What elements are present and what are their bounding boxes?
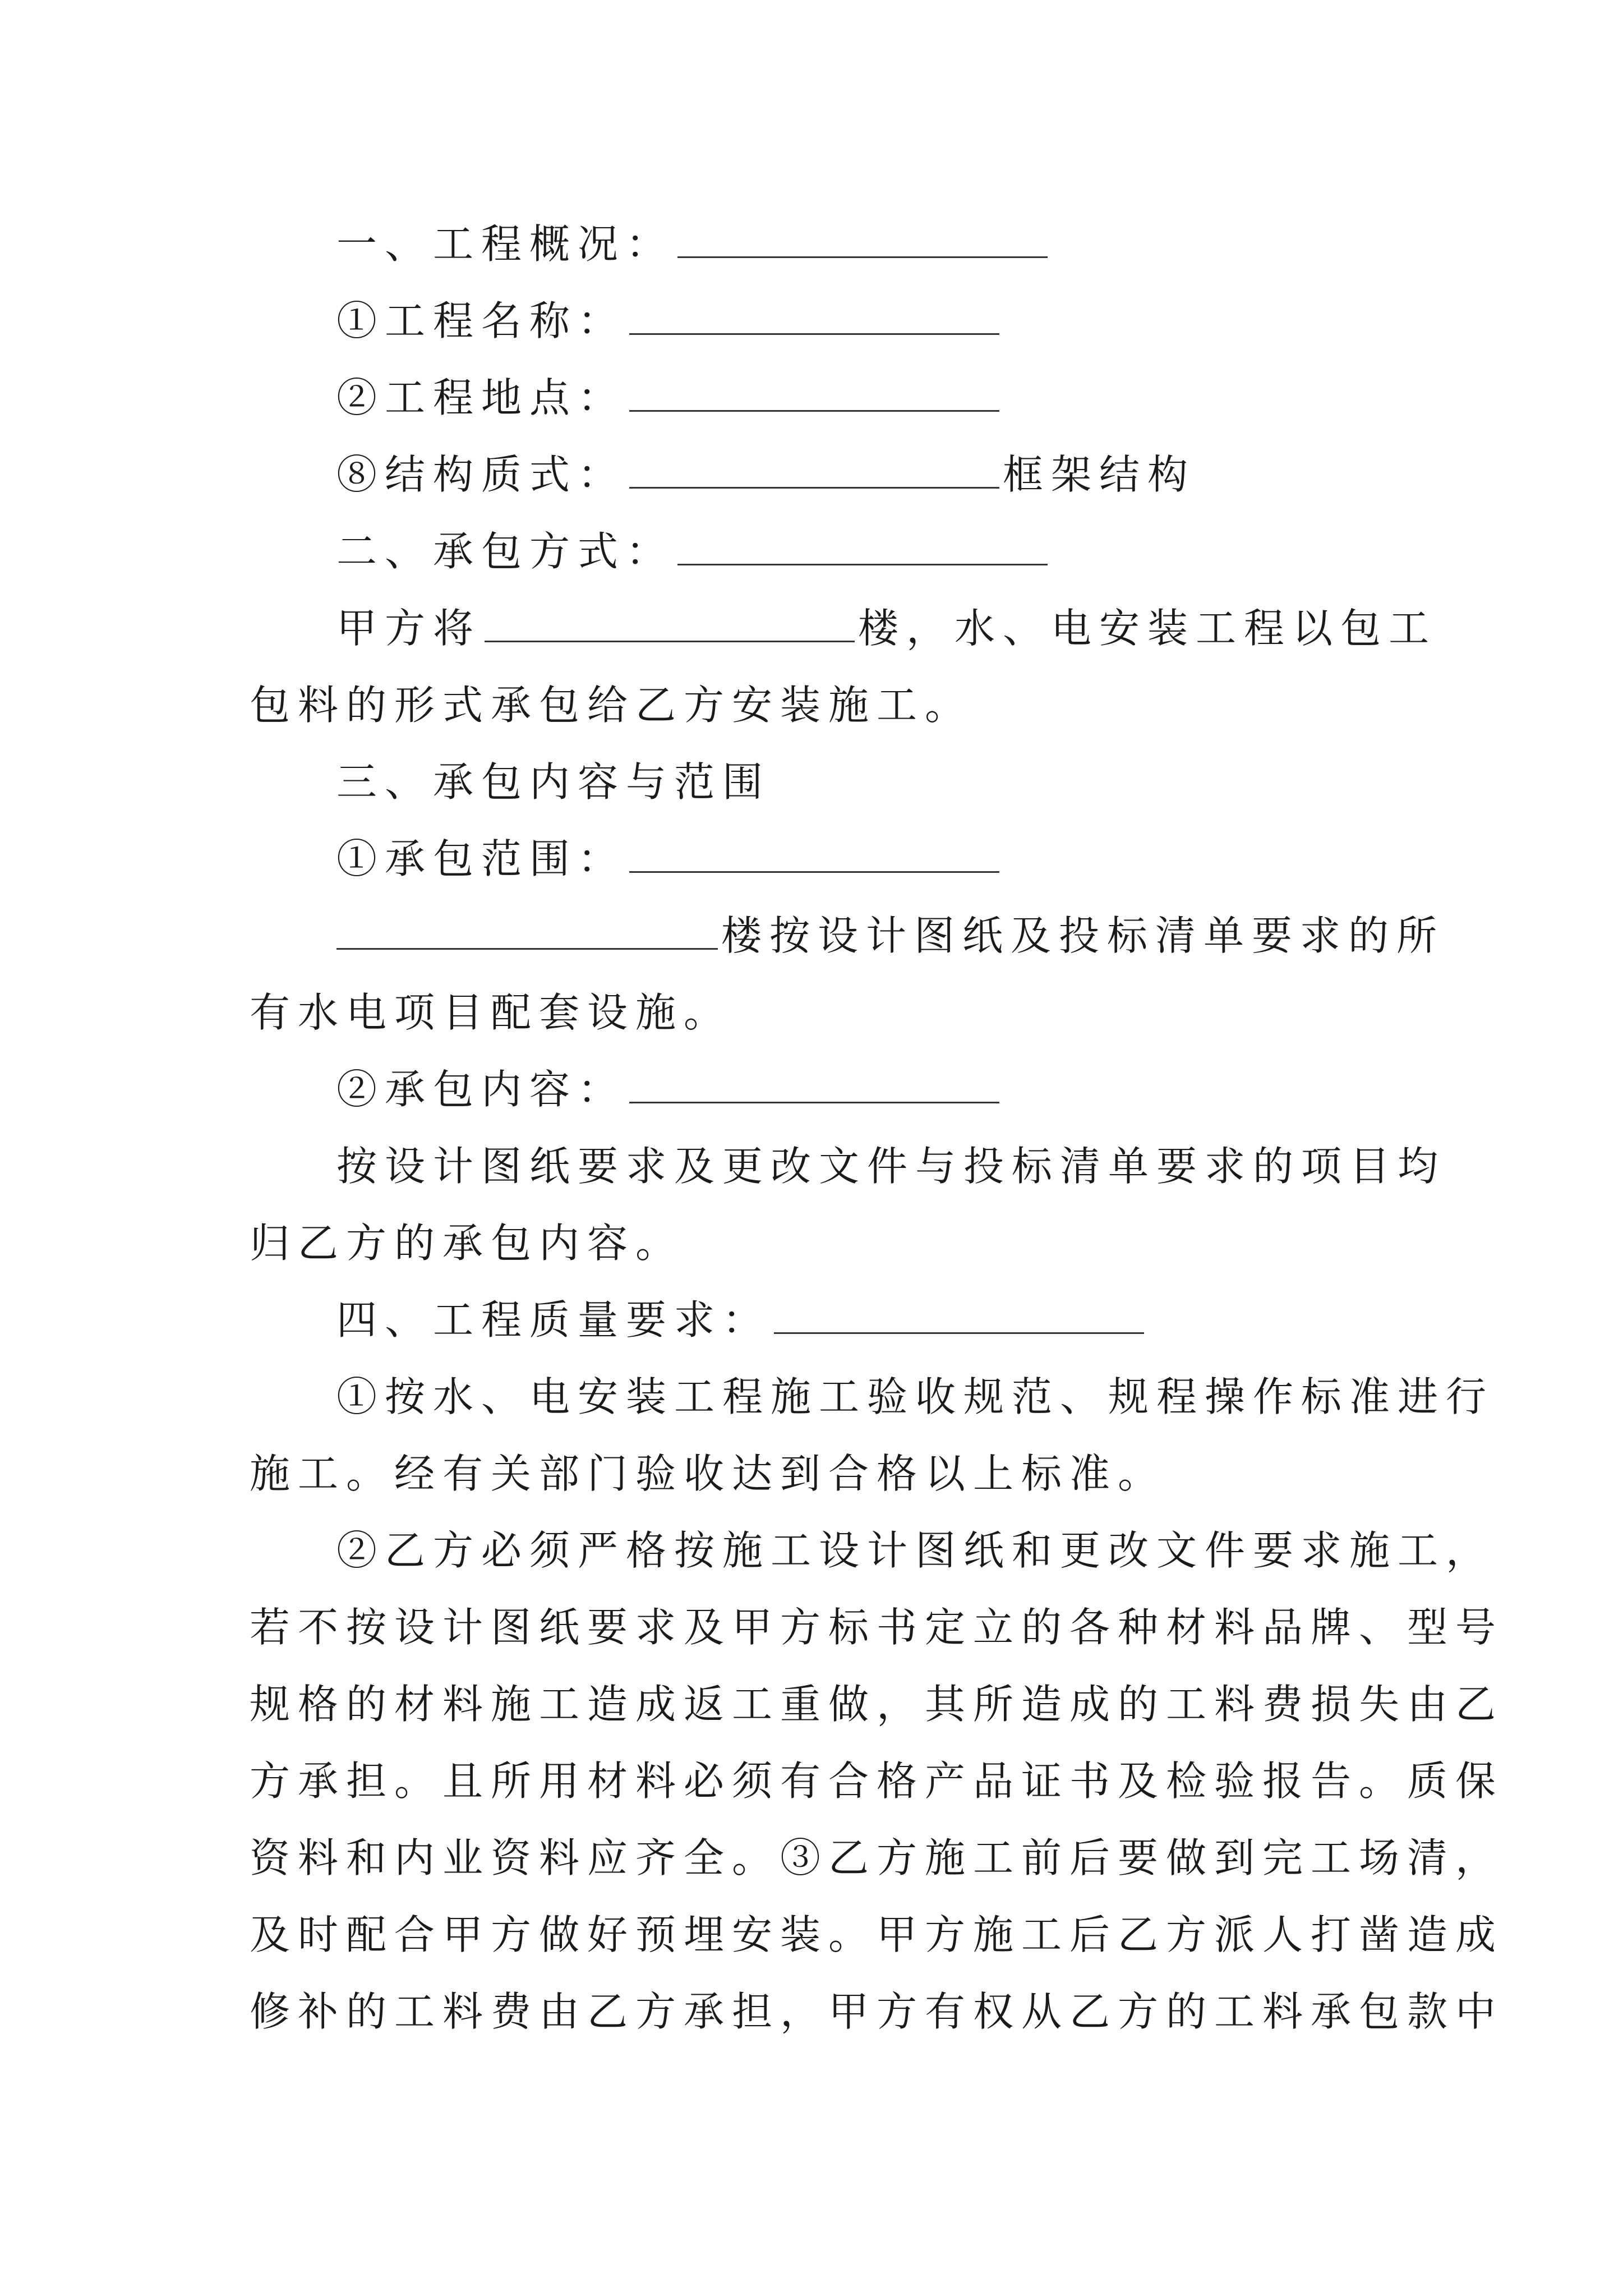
- contract-content-paragraph-line-1: [336, 1127, 1446, 1205]
- project-location-blank: [629, 376, 999, 412]
- contract-content-line: [336, 1050, 1003, 1129]
- contract-scope-paragraph-line-1: [336, 896, 1445, 975]
- contract-method-blank: [677, 530, 1048, 565]
- quality-item-3-line-1: [250, 1895, 1504, 1974]
- contract-content-paragraph-line-2: [250, 1204, 684, 1282]
- quality-item-2-line-3: [250, 1665, 1504, 1743]
- quality-item-1-text-cont: 施工。经有关部门验收达到合格以上标准。: [250, 1450, 1166, 1497]
- project-name-blank: [629, 300, 999, 335]
- section-2-title: 二、承包方式：: [336, 528, 675, 575]
- quality-item-3-line-2: [250, 1972, 1504, 2051]
- section-4-heading: [336, 1281, 1147, 1359]
- scope-building-blank: [336, 914, 718, 950]
- party-a-text: 甲方将: [336, 605, 482, 652]
- contract-content-blank: [629, 1068, 999, 1103]
- quality-item-1-text: ①按水、电安装工程施工验收规范、规程操作标准进行: [336, 1373, 1495, 1420]
- contract-content-text-cont: 归乙方的承包内容。: [250, 1220, 684, 1267]
- contract-method-paragraph-line-1: [336, 589, 1437, 668]
- quality-item-2-line-1: [336, 1511, 1494, 1590]
- section-2-heading: [336, 512, 1051, 591]
- quality-item-2-text-5: 资料和内业资料应齐全。③乙方施工前后要做到完工场清，: [250, 1834, 1504, 1881]
- contract-method-text: 楼，水、电安装工程以包工: [858, 605, 1437, 652]
- structure-type-line: [336, 435, 1196, 514]
- quality-item-2-text-2: 若不按设计图纸要求及甲方标书定立的各种材料品牌、型号: [250, 1604, 1504, 1651]
- contract-scope-text-cont: 有水电项目配套设施。: [250, 989, 732, 1036]
- structure-type-blank: [629, 453, 999, 489]
- project-location-label: ②工程地点：: [336, 374, 626, 421]
- project-name-label: ①工程名称：: [336, 297, 626, 344]
- quality-item-3-text-cont: 修补的工料费由乙方承担，甲方有权从乙方的工料承包款中: [250, 1988, 1504, 2035]
- quality-item-2-line-5: [250, 1819, 1504, 1897]
- quality-requirement-blank: [774, 1299, 1144, 1334]
- quality-item-1-line-2: [250, 1434, 1166, 1513]
- structure-type-value: 框架结构: [1003, 451, 1196, 498]
- contract-scope-blank: [629, 838, 999, 873]
- project-location-line: [336, 358, 1003, 437]
- section-1-title: 一、工程概况：: [336, 220, 675, 268]
- section-1-heading: [336, 205, 1051, 283]
- project-overview-blank: [677, 223, 1048, 258]
- quality-item-1-line-1: [336, 1358, 1494, 1436]
- quality-item-3-text: 及时配合甲方做好预埋安装。甲方施工后乙方派人打凿造成: [250, 1911, 1504, 1958]
- contract-scope-line: [336, 820, 1003, 898]
- contract-method-text-cont: 包料的形式承包给乙方安装施工。: [250, 682, 974, 729]
- contract-scope-paragraph-line-2: [250, 973, 732, 1052]
- quality-item-2-line-4: [250, 1742, 1504, 1820]
- contract-content-label: ②承包内容：: [336, 1066, 626, 1113]
- building-blank: [485, 607, 855, 642]
- section-3-heading: [336, 743, 771, 821]
- contract-scope-text: 楼按设计图纸及投标清单要求的所: [721, 912, 1445, 959]
- quality-item-2-text-3: 规格的材料施工造成返工重做，其所造成的工料费损失由乙: [250, 1681, 1504, 1728]
- structure-type-label: ⑧结构质式：: [336, 451, 626, 498]
- contract-scope-label: ①承包范围：: [336, 835, 626, 882]
- quality-item-2-text-4: 方承担。且所用材料必须有合格产品证书及检验报告。质保: [250, 1757, 1504, 1805]
- section-3-title: 三、承包内容与范围: [336, 758, 771, 806]
- contract-method-paragraph-line-2: [250, 666, 973, 744]
- quality-item-2-line-2: [250, 1588, 1504, 1667]
- section-4-title: 四、工程质量要求：: [336, 1296, 771, 1343]
- quality-item-2-text: ②乙方必须严格按施工设计图纸和更改文件要求施工，: [336, 1527, 1495, 1574]
- contract-content-text: 按设计图纸要求及更改文件与投标清单要求的项目均: [336, 1143, 1446, 1190]
- project-name-line: [336, 282, 1003, 360]
